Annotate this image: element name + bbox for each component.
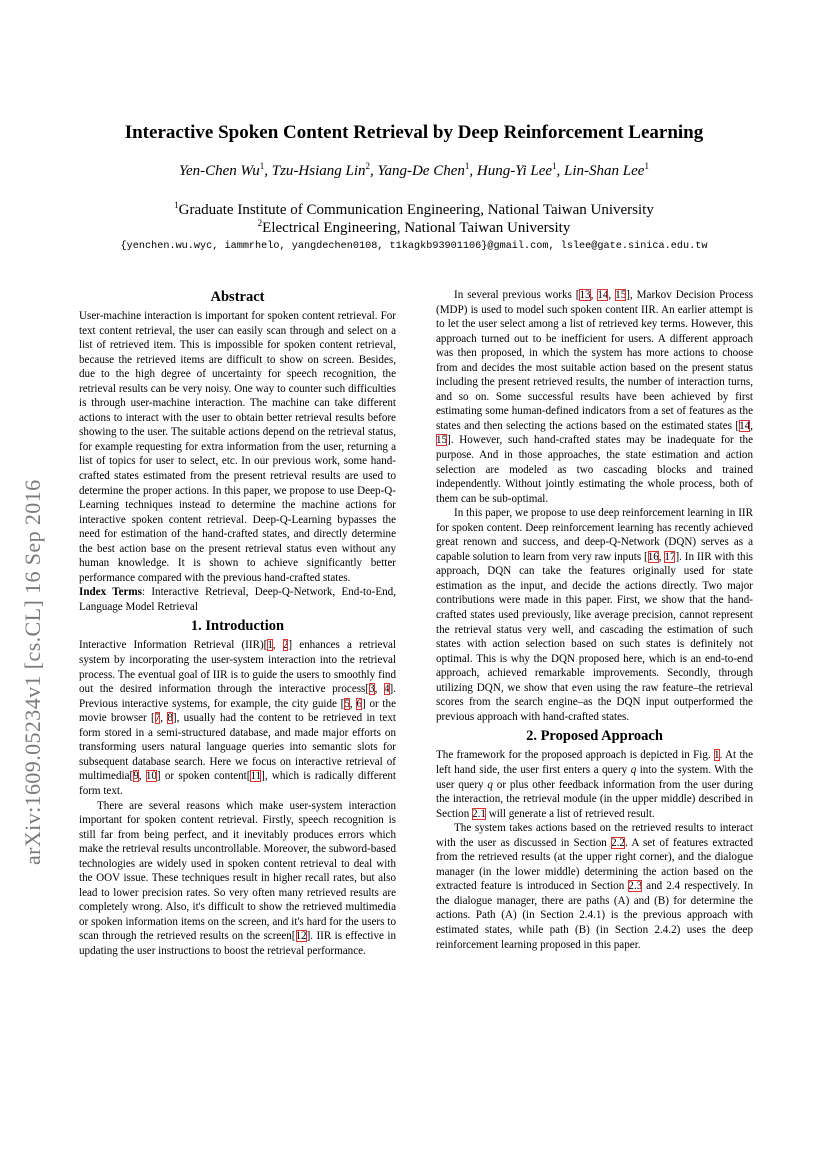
- citation-link[interactable]: 7: [154, 712, 161, 725]
- citation-link[interactable]: 16: [647, 550, 659, 563]
- citation-link[interactable]: 15: [436, 434, 448, 447]
- citation-link[interactable]: 10: [145, 770, 157, 783]
- affiliation-1: [0, 200, 828, 219]
- author-3-affiliation: 1: [464, 161, 470, 171]
- affiliation-1-text: Graduate Institute of Communication Engineering, National Taiwan University: [178, 202, 654, 218]
- arxiv-identifier: arXiv:1609.05234v1 [cs.CL] 16 Sep 2016: [20, 479, 45, 865]
- intro-paragraph-1: Interactive Information Retrieval (IIR)[1, 2] enhances a retrieval system by incorporating the user-system interaction into the retrieval process. The eventual goal of IIR is to guide the users to smoothly find out the desired information through the interactive process[3, 4]. Previous interactive systems, for example, the city guide [5, 6] or the movie browser [7, 8], usually had the content to be retrieved in text form stored in a semi-structured database, and made major efforts on transforming users natural language queries into semantic slots for subsequent database search. Here we focus on interactive retrieval of multimedia[9, 10] or spoken content[11], which is radically different form text.: [79, 639, 397, 797]
- author-5-affiliation: 1: [644, 161, 649, 171]
- citation-link[interactable]: 4: [383, 683, 390, 696]
- framework-paragraph: The framework for the proposed approach is depicted in Fig. 1. At the left hand side, the user first enters a query q into the system. With the user query q or plus other feedback information from the user during the interaction, the retrieval module (in the upper middle) described in Section 2.1 will generate a list of retrieved result.: [436, 749, 754, 820]
- citation-link[interactable]: 6: [356, 697, 362, 710]
- citation-link[interactable]: 9: [133, 770, 139, 783]
- index-terms: [79, 585, 396, 614]
- affiliation-2: [0, 218, 828, 237]
- citation-link[interactable]: 3: [369, 683, 375, 696]
- citation-link[interactable]: 8: [167, 712, 173, 725]
- math-variable: q: [630, 763, 637, 776]
- index-terms-label: Index Terms: [79, 586, 142, 599]
- citation-link[interactable]: 11: [250, 770, 262, 783]
- affiliation-2-number: 2: [257, 218, 263, 228]
- index-terms-text: : Interactive Retrieval, Deep-Q-Network, End-to-End, Language Model Retrieval: [79, 586, 396, 613]
- left-column: [79, 288, 396, 959]
- right-column: [436, 288, 753, 952]
- cross-reference-link[interactable]: 2.1: [472, 807, 486, 820]
- cross-reference-link[interactable]: 1: [714, 749, 720, 762]
- citation-link[interactable]: 14: [739, 419, 751, 432]
- citation-link[interactable]: 13: [579, 289, 591, 301]
- citation-link[interactable]: 2: [282, 639, 289, 652]
- introduction-heading: 1. Introduction: [190, 618, 285, 635]
- author-1: Yen-Chen Wu: [179, 163, 260, 179]
- author-2-affiliation: 2: [365, 161, 371, 171]
- abstract-heading: Abstract: [210, 289, 265, 305]
- prior-work-paragraph: In several previous works [13, 14, 15], Markov Decision Process (MDP) is used to model such spoken content IIR. An earlier attempt is to let the user select among a list of retrieved key terms. However, this approach turned out to be inefficient for users. A different approach was then proposed, in which the system has more actions to choose from and decides the most suitable action based on the present status including the present retrieved results, the number of interaction turns, and so on. Some successful results have been achieved by first estimating some human-defined indicators from a set of features as the states and then selecting the actions based on the estimated states [14, 15]. However, such hand-crafted states may be inadequate for the purpose. And in those approaches, the state estimation and action selection are modeled as two cascading blocks and trained independently. Without jointly estimating the whole process, both of them can be sub-optimal.: [436, 289, 754, 505]
- affiliation-2-text: Electrical Engineering, National Taiwan University: [262, 220, 571, 236]
- author-3: Yang-De Chen: [377, 163, 465, 179]
- citation-link[interactable]: 12: [295, 930, 307, 943]
- contribution-paragraph: In this paper, we propose to use deep reinforcement learning in IIR for spoken content. Deep reinforcement learning has recently achieved great renown and success, and deep-Q-Network (DQN) serves as a capable solution to learn from very raw inputs [16, 17]. In IIR with this approach, DQN can take the features originally used for state estimation as the input, and decide the actions directly. Two major contributions were made in this paper. First, we show that the hand-crafted states used previously, like average precision, cannot represent the retrieval status very well, and cascading the estimation of such states with action selection based on such states is definitely not optimal. This is why the DQN proposed here, which is an end-to-end approach, achieved remarkable improvements. Secondly, through utilizing DQN, we show that even using the raw feature–the retrieval scores from the search engine–as the DQN input outperformed the previous approach with hand-crafted states.: [436, 507, 754, 723]
- author-list: Yen-Chen Wu$^1$, Tzu-Hsiang Lin$^2$, Yang-De Chen$^1$, Hung-Yi Lee$^1$, Lin-Shan Lee$^1$: [179, 161, 649, 179]
- citation-link[interactable]: 15: [615, 289, 627, 301]
- cross-reference-link[interactable]: 2.3: [628, 880, 643, 893]
- author-1-affiliation: 1: [259, 161, 265, 171]
- paper-title: Interactive Spoken Content Retrieval by Deep Reinforcement Learning: [124, 122, 704, 143]
- proposed-approach-heading: 2. Proposed Approach: [526, 728, 663, 745]
- abstract-text: User-machine interaction is important for spoken content retrieval. For text content retrieval, the user can easily scan through and select on a list of retrieved item. This is impossible for spoken content retrieval, because the retrieved items are difficult to show on screen. Besides, due to the high degree of uncertainty for speech recognition, the retrieval results can be very noisy. One way to counter such difficulties is through user-machine interaction. The machine can take different actions to interact with the user to obtain better retrieval results before showing to the user. The suitable actions depend on the retrieval status, for example requesting for extra information from the user, returning a list of topics for user to select, etc. In our previous work, some hand-crafted states estimated from the present retrieval results are used to determine the proper actions. In this paper, we propose to use Deep-Q-Learning techniques instead to determine the machine actions for interactive spoken content retrieval. Deep-Q-Learning bypasses the need for estimation of the hand-crafted states, and directly determine the best action base on the present retrieval status even without any human knowledge. It is shown to achieve significantly better performance compared with the previous hand-crafted states.: [79, 310, 396, 584]
- author-5: Lin-Shan Lee: [564, 163, 645, 179]
- math-variable: q: [487, 778, 493, 791]
- author-4-affiliation: 1: [552, 161, 557, 171]
- citation-link[interactable]: 1: [267, 639, 273, 652]
- citation-link[interactable]: 17: [664, 550, 676, 563]
- author-4: Hung-Yi Lee: [476, 163, 553, 179]
- affiliation-1-number: 1: [174, 200, 179, 210]
- cross-reference-link[interactable]: 2.2: [611, 836, 625, 849]
- author-2: Tzu-Hsiang Lin: [271, 163, 366, 179]
- intro-paragraph-2: There are several reasons which make user-system interaction important for spoken content retrieval. Firstly, speech recognition is still far from being perfect, and it inevitably produces errors which make the retrieval results uncontrollable. Moreover, the subword-based technologies are widely used in spoken content retrieval to deal with the OOV issue. These techniques result in higher recall rates, but also lead to lower precision rates. So very often many retrieved results are completely wrong. Also, it's difficult to show the retrieved multimedia or spoken information items on the screen, and it's hard for the users to scan through the retrieved results on the screen[12]. IIR is effective in updating the user instructions to boost the retrieval performance.: [79, 799, 396, 957]
- citation-link[interactable]: 5: [344, 697, 350, 710]
- citation-link[interactable]: 14: [597, 289, 609, 301]
- author-emails: {yenchen.wu.wyc, iammrhelo, yangdechen0108, t1kagkb93901106}@gmail.com, lslee@gate.sinica.edu.tw: [120, 241, 708, 252]
- system-actions-paragraph: The system takes actions based on the retrieved results to interact with the user as discussed in Section 2.2. A set of features extracted from the retrieved results (at the upper right corner), and the dialogue manager (in the lower middle) determining the action based on the extracted feature is introduced in Section 2.3 and 2.4 respectively. In the dialogue manager, there are paths (A) and (B) for determine the actions. Path (A) (in Section 2.4.1) is the previous approach with estimated states, while path (B) (in Section 2.4.2) uses the deep reinforcement learning proposed in this paper.: [436, 822, 754, 951]
